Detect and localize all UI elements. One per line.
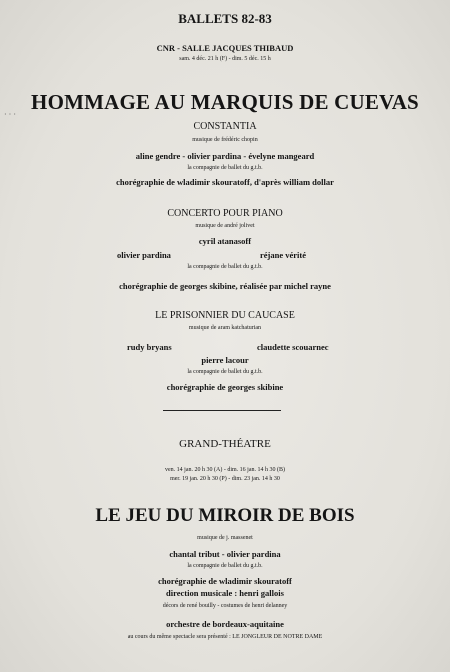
program2-music: musique de j. massenet xyxy=(197,535,253,541)
ballet2-name: CONCERTO POUR PIANO xyxy=(167,208,283,219)
ballet2-company: la compagnie de ballet du g.t.b. xyxy=(187,264,263,270)
ballet2-dancer1: cyril atanasoff xyxy=(198,236,252,246)
ballet1-dancers: aline gendre - olivier pardina - évelyne mangeard xyxy=(135,151,315,161)
program2-direction: direction musicale : henri gallois xyxy=(166,588,284,598)
ballet2-music: musique de andré jolivet xyxy=(195,223,255,229)
ballet1-name: CONSTANTIA xyxy=(193,121,257,132)
program2-orchestra: orchestre de bordeaux-aquitaine xyxy=(166,619,284,629)
season-title: BALLETS 82-83 xyxy=(178,11,272,26)
program2-choreography: chorégraphie de wladimir skouratoff xyxy=(158,576,292,586)
ballet3-choreography: chorégraphie de georges skibine xyxy=(166,382,284,392)
ballet3-dancer3: pierre lacour xyxy=(201,355,249,365)
program2-title: LE JEU DU MIROIR DE BOIS xyxy=(95,505,355,526)
ballet1-choreography: chorégraphie de wladimir skouratoff, d'après william dollar xyxy=(116,177,334,187)
ballet3-name: LE PRISONNIER DU CAUCASE xyxy=(155,310,295,321)
ballet3-dancer2: claudette scouarnec xyxy=(257,342,329,352)
dates-cnr: sam. 4 déc. 21 h (F) - dim. 5 déc. 15 h xyxy=(179,56,271,62)
program2-dates-2: mer. 19 jan. 20 h 30 (P) - dim. 23 jan. 14 h 30 xyxy=(170,476,280,482)
program2-dancers: chantal tribut - olivier pardina xyxy=(169,549,281,559)
ballet1-company: la compagnie de ballet du g.t.b. xyxy=(187,165,263,171)
ballet3-dancer1: rudy bryans xyxy=(127,342,172,352)
program2-company: la compagnie de ballet du g.t.b. xyxy=(187,563,263,569)
ballet1-music: musique de frédéric chopin xyxy=(192,137,258,143)
ballet2-choreography: chorégraphie de georges skibine, réalisée par michel rayne xyxy=(119,281,331,291)
ballet3-company: la compagnie de ballet du g.t.b. xyxy=(187,369,263,375)
program1-title: HOMMAGE AU MARQUIS DE CUEVAS xyxy=(31,90,419,114)
ballet3-music: musique de aram katchaturian xyxy=(188,325,262,331)
section-divider xyxy=(163,410,281,411)
ballet2-dancer3: réjane vérité xyxy=(260,250,307,260)
venue-cnr: CNR - SALLE JACQUES THIBAUD xyxy=(156,43,294,53)
program2-venue: GRAND-THÉATRE xyxy=(179,438,271,450)
stray-marks: · · · xyxy=(4,110,16,119)
program2-dates-1: ven. 14 jan. 20 h 30 (A) - dim. 16 jan. 14 h 30 (B) xyxy=(165,467,285,473)
program2-note: au cours du même spectacle sera présenté : LE JONGLEUR DE NOTRE DAME xyxy=(127,634,323,640)
ballet2-dancer2: olivier pardina xyxy=(117,250,171,260)
program2-decor: décors de rené bouilly - costumes de henri delanney xyxy=(162,603,288,609)
